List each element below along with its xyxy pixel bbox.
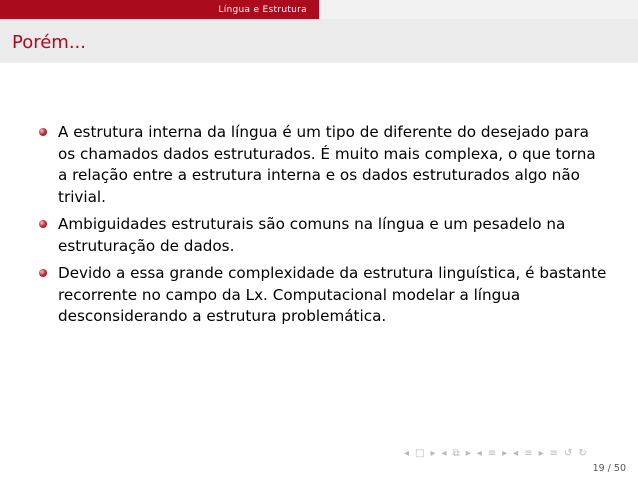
nav-subsection-icon[interactable]: ≡ (487, 447, 497, 459)
frame-title-bar (0, 19, 638, 63)
header-right-panel (319, 0, 638, 19)
item-line: A estrutura interna da língua é um tipo de diferente do desejado para (58, 123, 589, 141)
slide-title: Porém... (12, 32, 87, 53)
nav-toc-icon[interactable]: ≡ (549, 447, 559, 459)
nav-next-frame-icon[interactable]: ▸ (465, 447, 471, 459)
item-line: recorrente no campo da Lx. Computacional modelar a língua (58, 285, 521, 304)
nav-section-icon[interactable]: ≡ (524, 447, 533, 459)
item-line: os chamados dados estruturados. É muito mais complexa, o que torna (58, 144, 596, 163)
item-line: Ambiguidades estruturais são comuns na língua e um pesadelo na (58, 215, 566, 233)
page-number: 19 / 50 (592, 463, 626, 474)
nav-prev-subsection-icon[interactable]: ◂ (476, 447, 482, 459)
nav-frame-icon[interactable]: ⧉ (452, 447, 460, 459)
bullet-icon (39, 128, 47, 136)
nav-prev-frame-icon[interactable]: ◂ (441, 447, 447, 459)
item-line: desconsiderando a estrutura problemática. (58, 307, 387, 325)
list-item (38, 214, 618, 257)
item-line: estruturação de dados. (58, 236, 235, 255)
item-line: a relação entre a estrutura interna e os dados estruturados algo não (58, 166, 580, 184)
nav-prev-slide-icon[interactable]: ◂ (404, 447, 410, 459)
nav-back-icon[interactable]: ↺ (564, 447, 573, 459)
header-bar (0, 0, 638, 19)
list-item (38, 263, 618, 328)
bullet-list (38, 122, 618, 334)
item-line: Devido a essa grande complexidade da estrutura linguística, é bastante (58, 264, 607, 282)
section-title: Língua e Estrutura (218, 4, 307, 15)
nav-prev-section-icon[interactable]: ◂ (513, 447, 519, 459)
bullet-icon (39, 220, 47, 228)
nav-slide-icon[interactable]: □ (415, 447, 425, 459)
nav-next-section-icon[interactable]: ▸ (538, 447, 544, 459)
nav-forward-icon[interactable]: ↻ (578, 447, 587, 459)
item-line: trivial. (58, 187, 106, 206)
section-header (0, 0, 319, 19)
navigation-controls (402, 447, 589, 459)
nav-next-slide-icon[interactable]: ▸ (430, 447, 436, 459)
bullet-icon (39, 269, 47, 277)
list-item (38, 122, 618, 208)
nav-next-subsection-icon[interactable]: ▸ (502, 447, 508, 459)
